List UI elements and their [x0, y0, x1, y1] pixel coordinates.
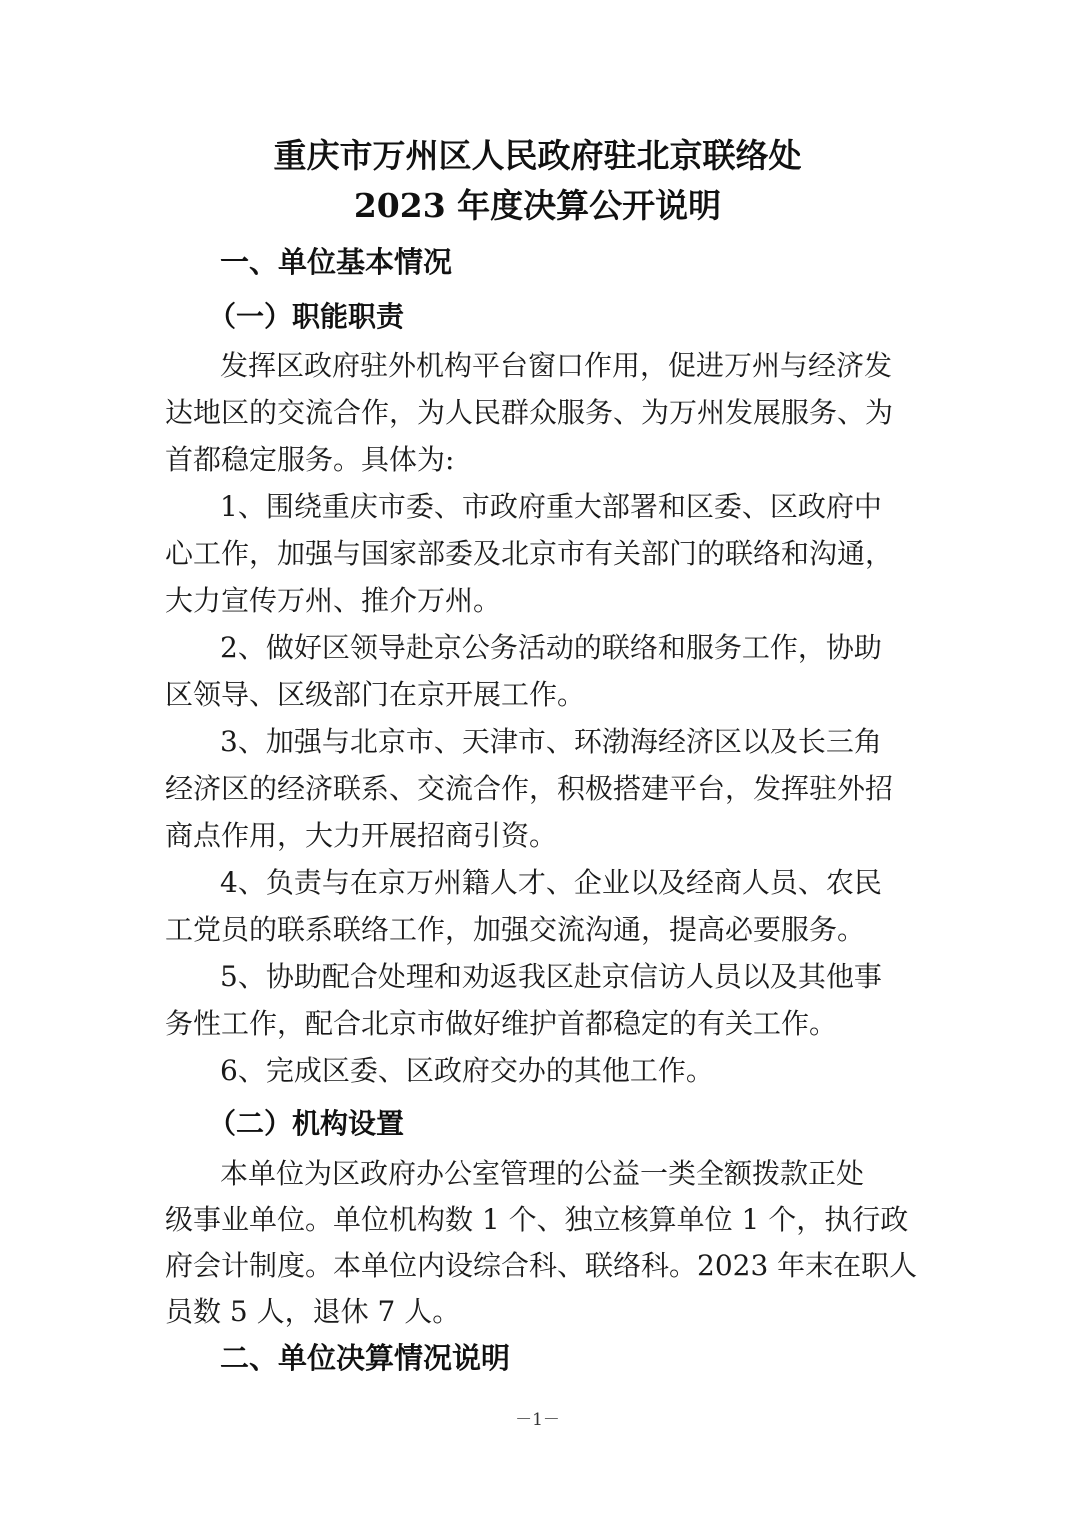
list-item-line: 经济区的经济联系、交流合作，积极搭建平台，发挥驻外招 [165, 772, 894, 805]
paragraph-line: 达地区的交流合作，为人民群众服务、为万州发展服务、为 [165, 396, 894, 429]
paragraph-line: 府会计制度。本单位内设综合科、联络科。2023 年末在职人 [165, 1249, 918, 1282]
list-item-line: 商点作用，大力开展招商引资。 [165, 819, 558, 852]
list-item-line: 工党员的联系联络工作，加强交流沟通，提高必要服务。 [165, 913, 866, 946]
subsection-heading-functions: （一）职能职责 [208, 300, 405, 333]
paragraph-line: 员数 5 人，退休 7 人。 [165, 1295, 461, 1328]
list-item-line: 2、做好区领导赴京公务活动的联络和服务工作，协助 [220, 631, 882, 664]
list-item-line: 6、完成区委、区政府交办的其他工作。 [220, 1054, 714, 1087]
subsection-heading-organization: （二）机构设置 [208, 1107, 405, 1140]
list-item-line: 务性工作，配合北京市做好维护首都稳定的有关工作。 [165, 1007, 838, 1040]
list-item-line: 3、加强与北京市、天津市、环渤海经济区以及长三角 [220, 725, 882, 758]
paragraph-line: 发挥区政府驻外机构平台窗口作用，促进万州与经济发 [220, 349, 893, 382]
paragraph-line: 本单位为区政府办公室管理的公益一类全额拨款正处 [220, 1157, 865, 1190]
section-heading-basic-info: 一、单位基本情况 [220, 245, 453, 279]
document-title-line-1: 重庆市万州区人民政府驻北京联络处 [273, 136, 802, 175]
document-title-line-2: 2023 年度决算公开说明 [353, 186, 722, 225]
list-item-line: 大力宣传万州、推介万州。 [165, 584, 502, 617]
list-item-line: 4、负责与在京万州籍人才、企业以及经商人员、农民 [220, 866, 882, 899]
page-number: －1－ [515, 1410, 560, 1430]
list-item-line: 区领导、区级部门在京开展工作。 [165, 678, 586, 711]
paragraph-line: 级事业单位。单位机构数 1 个、独立核算单位 1 个，执行政 [165, 1203, 909, 1236]
list-item-line: 5、协助配合处理和劝返我区赴京信访人员以及其他事 [220, 960, 882, 993]
list-item-line: 心工作，加强与国家部委及北京市有关部门的联络和沟通， [165, 537, 894, 570]
section-heading-final-accounts: 二、单位决算情况说明 [220, 1341, 511, 1375]
list-item-line: 1、围绕重庆市委、市政府重大部署和区委、区政府中 [220, 490, 882, 523]
paragraph-line: 首都稳定服务。具体为: [165, 443, 455, 476]
